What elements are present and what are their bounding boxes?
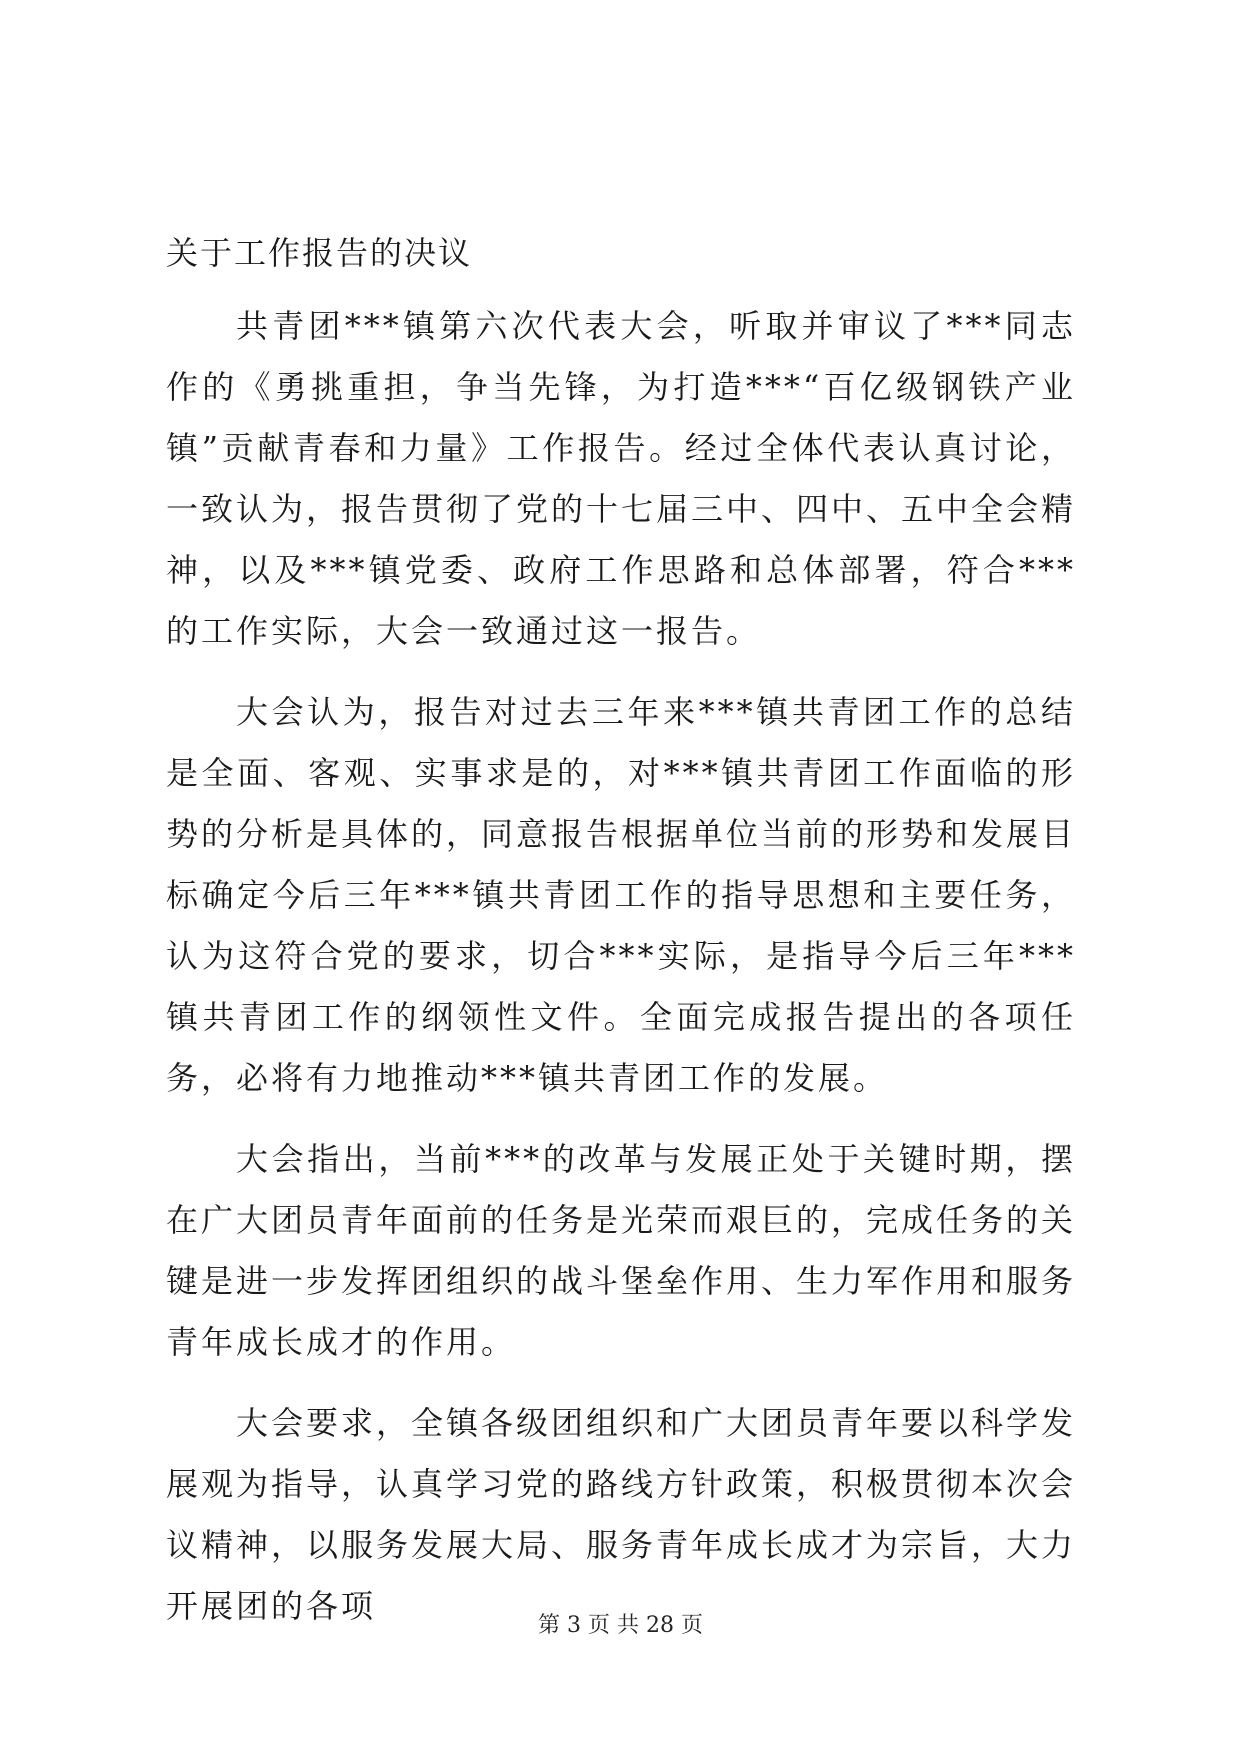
page-number-footer: 第 3 页 共 28 页 <box>538 1613 703 1638</box>
document-title: 关于工作报告的决议 <box>166 234 473 272</box>
document-body <box>166 232 1076 1657</box>
paragraph: 共青团***镇第六次代表大会，听取并审议了***同志作的《勇挑重担，争当先锋，为打造***“百亿级钢铁产业镇”贡献青春和力量》工作报告。经过全体代表认真讨论，一致认为，报告贯彻了党的十七届三中、四中、五中全会精神，以及***镇党委、政府工作思路和总体部署，符合***的工作实际，大会一致通过这一报告。 <box>166 307 1077 650</box>
paragraph: 大会要求，全镇各级团组织和广大团员青年要以科学发展观为指导，认真学习党的路线方针政策，积极贯彻本次会议精神，以服务发展大局、服务青年成长成才为宗旨，大力开展团的各项 <box>166 1404 1077 1625</box>
paragraph: 大会指出，当前***的改革与发展正处于关键时期，摆在广大团员青年面前的任务是光荣而艰巨的，完成任务的关键是进一步发挥团组织的战斗堡垒作用、生力军作用和服务青年成长成才的作用。 <box>166 1140 1077 1361</box>
paragraph: 大会认为，报告对过去三年来***镇共青团工作的总结是全面、客观、实事求是的，对***镇共青团工作面临的形势的分析是具体的，同意报告根据单位当前的形势和发展目标确定今后三年***镇共青团工作的指导思想和主要任务，认为这符合党的要求，切合***实际，是指导今后三年***镇共青团工作的纲领性文件。全面完成报告提出的各项任务，必将有力地推动***镇共青团工作的发展。 <box>166 693 1077 1097</box>
